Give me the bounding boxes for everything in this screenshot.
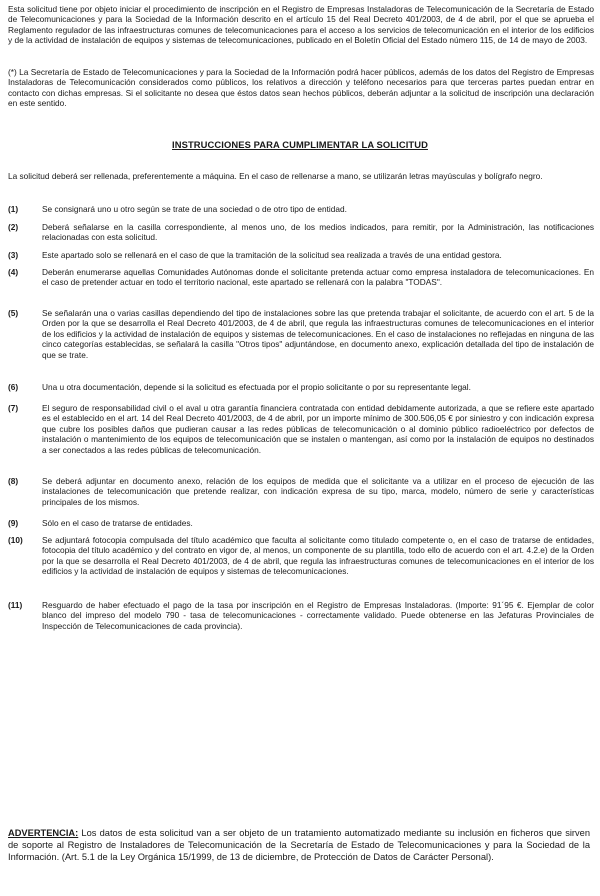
item-number: (8) <box>8 476 19 486</box>
intro-paragraph: Esta solicitud tiene por objeto iniciar el procedimiento de inscripción en el Registro de Empresas Instaladoras de Telecomunicación de la Secretaría de Estado de Telecomunicaciones y para la Sociedad de la Información descrito en el artículo 15 del Real Decreto 401/2003, de 4 de abril, por el que se aprueba el Reglamento regulador de las infraestructuras comunes de telecomunicaciones para el acceso a los servicios de telecomunicación en el interior de los edificios y de la actividad de instalación de equipos y sistemas de telecomunicaciones, publicado en el Boletín Oficial del Estado número 115, de 14 de mayo de 2003. <box>8 4 594 46</box>
item-text: Deberá señalarse en la casilla correspondiente, al menos uno, de los medios indicados, para remitir, por la Administración, las notificaciones relacionadas con esta solicitud. <box>42 222 594 243</box>
item-text: Se adjuntará fotocopia compulsada del título académico que faculta al solicitante como titulado competente o, en el caso de tratarse de entidades, fotocopia del título académico y del contrato en vigor de, al menos, un componente de su plantilla, todo ello de acuerdo con el art. 4.2.e) de la Orden por la que se desarrolla el Real Decreto 401/2003, de 4 de abril, que regula las infraestructuras comunes de telecomunicaciones en el interior de los edificios y la actividad de instalación de equipos y sistemas de telecomunicaciones. <box>42 535 594 577</box>
data-protection-warning <box>8 827 590 863</box>
item-number: (10) <box>8 535 23 545</box>
warning-text: Los datos de esta solicitud van a ser objeto de un tratamiento automatizado mediante su inclusión en ficheros que sirven de soporte al Registro de Instaladores de Telecomunicación de la Secretaría de Estado de Telecomunicaciones y para la Sociedad de la Información. (Art. 5.1 de la Ley Orgánica 15/1999, de 13 de diciembre, de Protección de Datos de Carácter Personal). <box>8 828 590 862</box>
item-text: Se consignará uno u otro según se trate de una sociedad o de otro tipo de entidad. <box>42 204 347 214</box>
instructions-heading: INSTRUCCIONES PARA CUMPLIMENTAR LA SOLICITUD <box>172 139 428 150</box>
item-number: (3) <box>8 250 19 260</box>
item-number: (1) <box>8 204 19 214</box>
item-text: Se señalarán una o varias casillas dependiendo del tipo de instalaciones sobre las que pretenda trabajar el solicitante, de acuerdo con el art. 5 de la Orden por la que se desarrolla el Real Decreto 401/2003, de 4 de abril, que regula las infraestructuras comunes de telecomunicaciones en el interior de los edificios y la actividad de instalación de equipos y sistemas de telecomunicaciones. En el caso de instalaciones no reflejadas en ninguna de las cinco categorías establecidas, se señalará la casilla "Otros tipos" adjuntándose, en documento anexo, explicación detallada del tipo de instalación de que se trate. <box>42 308 594 360</box>
item-number: (11) <box>8 600 23 610</box>
item-text: Este apartado solo se rellenará en el caso de que la tramitación de la solicitud sea realizada a través de una entidad gestora. <box>42 250 502 260</box>
item-text: El seguro de responsabilidad civil o el aval u otra garantía financiera contratada con entidad debidamente autorizada, a que se refiere este apartado es el establecido en el art. 14 del Real Decreto 401/2003, de 4 de abril, por un importe mínimo de 300.506,05 € por siniestro y con indicación expresa que cubre los posibles daños que pudieran causar a las redes públicas de telecomunicación o al dominio público radioeléctrico por defectos de instalación o mantenimiento de los equipos de telecomunicación que se instalen o mantengan, así como por la instalación de equipos no destinados a ser conectados a las redes públicas de telecomunicación. <box>42 403 594 455</box>
item-number: (7) <box>8 403 19 413</box>
item-number: (5) <box>8 308 19 318</box>
item-text: Resguardo de haber efectuado el pago de la tasa por inscripción en el Registro de Empresas Instaladoras. (Importe: 91´95 €. Ejemplar de color blanco del impreso del modelo 790 - tasa de telecomunicaciones - correctamente validado. Puede obtenerse en las Jefaturas Provinciales de Inspección de Telecomunicaciones de cada provincia). <box>42 600 594 631</box>
privacy-note-paragraph: (*) La Secretaría de Estado de Telecomunicaciones y para la Sociedad de la Información podrá hacer públicos, además de los datos del Registro de Empresas Instaladoras de Telecomunicación considerados como públicos, los relativos a dirección y teléfono necesarios para que terceras partes puedan entrar en contacto con dichas empresas. Si el solicitante no desea que éstos datos sean hechos públicos, deberán adjuntar a la solicitud de inscripción una declaración en este sentido. <box>8 67 594 109</box>
item-number: (9) <box>8 518 19 528</box>
warning-label: ADVERTENCIA: <box>8 828 79 838</box>
item-text: Se deberá adjuntar en documento anexo, relación de los equipos de medida que el solicitante va a utilizar en el proceso de ejecución de las instalaciones de telecomunicación que pretende realizar, con indicación expresa de su tipo, marca, modelo, número de serie y características principales de los mismos. <box>42 476 594 507</box>
item-number: (6) <box>8 382 19 392</box>
item-text: Deberán enumerarse aquellas Comunidades Autónomas donde el solicitante pretenda actuar como empresa instaladora de telecomunicaciones. En el caso de pretender actuar en todo el territorio nacional, este apartado se rellenará con la palabra "TODAS". <box>42 267 594 288</box>
item-text: Sólo en el caso de tratarse de entidades. <box>42 518 193 528</box>
item-text: Una u otra documentación, depende si la solicitud es efectuada por el propio solicitante o por su representante legal. <box>42 382 471 392</box>
item-number: (2) <box>8 222 19 232</box>
lead-paragraph: La solicitud deberá ser rellenada, preferentemente a máquina. En el caso de rellenarse a mano, se utilizarán letras mayúsculas y bolígrafo negro. <box>8 171 543 181</box>
item-number: (4) <box>8 267 19 277</box>
